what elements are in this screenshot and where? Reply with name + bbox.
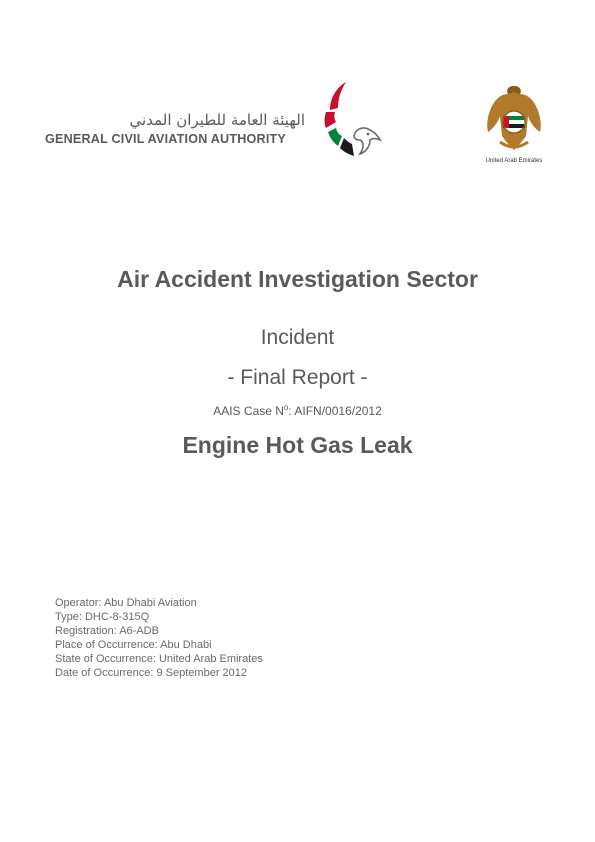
falcon-red-feathers: [325, 82, 355, 156]
falcon-head: [354, 128, 380, 154]
uae-label: United Arab Emirates: [485, 158, 543, 164]
event-title: Engine Hot Gas Leak: [182, 432, 413, 458]
detail-row-type: Type: DHC-8-315Q: [55, 611, 150, 623]
report-type: - Final Report -: [227, 366, 368, 389]
report-category: Incident: [260, 326, 335, 349]
detail-row-registration: Registration: A6-ADB: [55, 625, 159, 637]
case-prefix: AAIS Case N: [213, 404, 284, 418]
gcaa-arabic-name: الهيئة العامة للطيران المدني: [129, 111, 305, 129]
case-number: [0, 403, 595, 418]
detail-row-state: State of Occurrence: United Arab Emirates: [55, 653, 263, 665]
gcaa-falcon-logo: [318, 80, 382, 162]
detail-row-operator: Operator: Abu Dhabi Aviation: [55, 597, 197, 609]
case-sup: o: [283, 403, 289, 412]
sector-title: Air Accident Investigation Sector: [117, 266, 478, 292]
case-suffix: : AIFN/0016/2012: [288, 404, 382, 418]
uae-emblem-icon: [480, 80, 548, 158]
detail-row-date: Date of Occurrence: 9 September 2012: [55, 667, 248, 679]
occurrence-details: [55, 596, 263, 680]
gcaa-english-name: GENERAL CIVIL AVIATION AUTHORITY: [45, 132, 287, 146]
detail-row-place: Place of Occurrence: Abu Dhabi: [55, 639, 212, 651]
